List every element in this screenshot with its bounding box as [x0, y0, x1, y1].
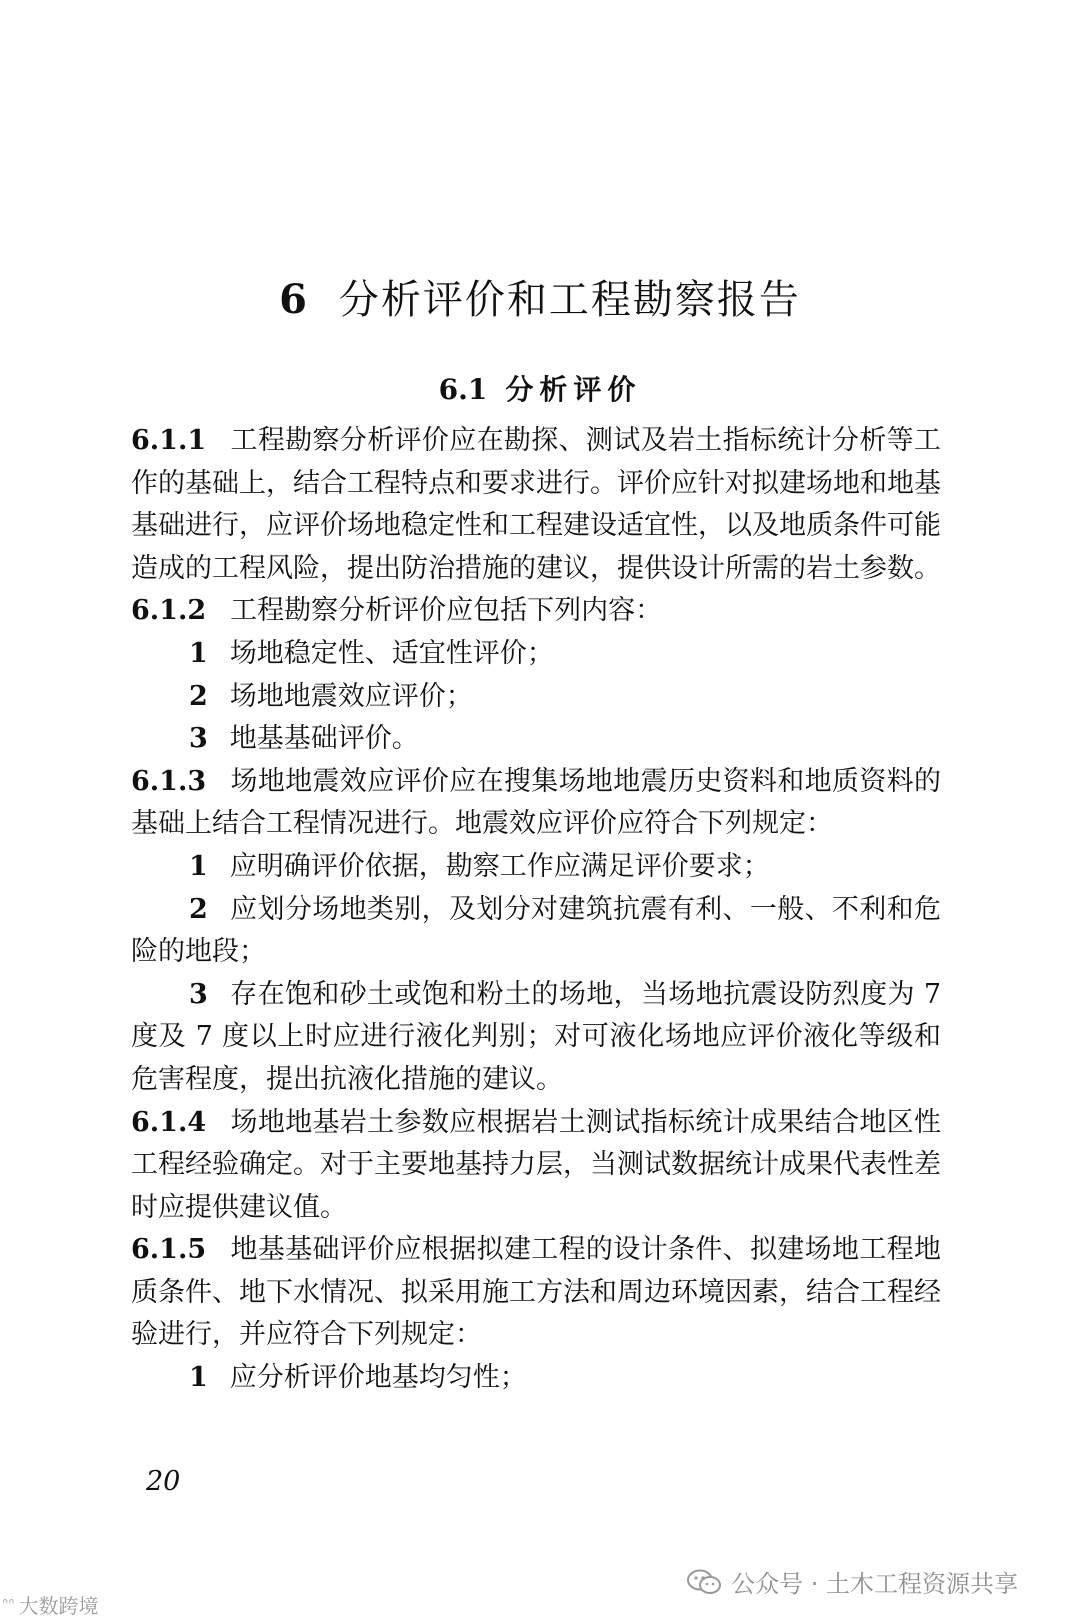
section-number: 6.1 — [438, 373, 488, 406]
item-text: 地基基础评价。 — [229, 723, 419, 755]
item-number: 2 — [189, 680, 208, 712]
watermark-logo-icon: ᐢᐢ — [2, 1595, 15, 1614]
item-text: 应明确评价依据，勘察工作应满足评价要求； — [229, 850, 770, 882]
clause-number: 6.1.2 — [131, 595, 207, 627]
clause-paragraph — [131, 761, 941, 846]
clause-paragraph — [131, 590, 941, 633]
clause-text: 地基基础评价应根据拟建工程的设计条件、拟建场地工程地质条件、地下水情况、拟采用施工方法和周边环境因素，结合工程经验进行，并应符合下列规定： — [131, 1234, 941, 1351]
item-number: 3 — [189, 723, 208, 755]
item-text: 应划分场地类别，及划分对建筑抗震有利、一般、不利和危险的地段； — [131, 893, 941, 968]
clause-number: 6.1.3 — [131, 765, 207, 797]
chapter-title-text: 分析评价和工程勘察报告 — [338, 277, 801, 323]
watermark-left — [2, 1590, 98, 1619]
section-title-text: 分析评价 — [505, 373, 642, 406]
list-item — [131, 633, 941, 676]
item-text: 场地地震效应评价； — [229, 680, 473, 712]
clause-paragraph — [131, 420, 941, 590]
list-item — [131, 846, 941, 889]
section-title — [0, 368, 1080, 408]
clause-number: 6.1.1 — [131, 425, 207, 456]
clause-number: 6.1.5 — [131, 1234, 207, 1266]
chapter-title — [0, 268, 1080, 325]
item-number: 1 — [189, 1362, 208, 1394]
list-item — [131, 974, 941, 1102]
watermark-left-text: 大数跨境 — [18, 1594, 99, 1618]
chapter-number: 6 — [279, 276, 309, 323]
item-number: 2 — [189, 893, 208, 925]
clause-paragraph — [131, 1229, 941, 1357]
clause-text: 工程勘察分析评价应包括下列内容： — [230, 595, 663, 627]
document-body — [131, 420, 941, 1400]
watermark-right — [687, 1564, 1018, 1599]
item-number: 1 — [189, 850, 208, 882]
list-item — [131, 889, 941, 974]
list-item — [131, 676, 941, 719]
item-number: 1 — [189, 637, 208, 669]
watermark-right-text: 公众号 · 土木工程资源共享 — [731, 1570, 1018, 1598]
item-text: 应分析评价地基均匀性； — [229, 1362, 527, 1394]
clause-text: 场地地震效应评价应在搜集场地地震历史资料和地质资料的基础上结合工程情况进行。地震效应评价应符合下列规定： — [131, 765, 941, 840]
item-text: 存在饱和砂土或饱和粉土的场地，当场地抗震设防烈度为 7 度及 7 度以上时应进行液化判别；对可液化场地应评价液化等级和危害程度，提出抗液化措施的建议。 — [131, 978, 941, 1095]
list-item — [131, 1357, 941, 1400]
list-item — [131, 718, 941, 761]
clause-number: 6.1.4 — [131, 1106, 207, 1138]
page-number: 20 — [146, 1466, 181, 1497]
wechat-icon — [687, 1569, 721, 1595]
clause-text: 工程勘察分析评价应在勘探、测试及岩土指标统计分析等工作的基础上，结合工程特点和要求进行。评价应针对拟建场地和地基基础进行，应评价场地稳定性和工程建设适宜性，以及地质条件可能造成的工程风险，提出防治措施的建议，提供设计所需的岩土参数。 — [131, 425, 941, 584]
item-text: 场地稳定性、适宜性评价； — [229, 637, 554, 669]
clause-text: 场地地基岩土参数应根据岩土测试指标统计成果结合地区性工程经验确定。对于主要地基持力层，当测试数据统计成果代表性差时应提供建议值。 — [131, 1106, 941, 1223]
clause-paragraph — [131, 1102, 941, 1230]
item-number: 3 — [189, 978, 208, 1010]
